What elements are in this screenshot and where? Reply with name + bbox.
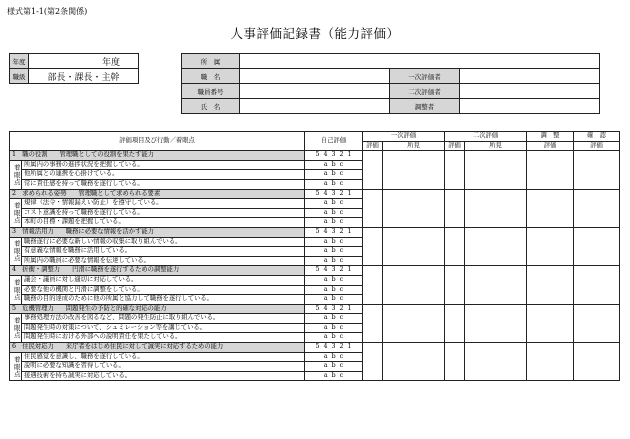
job-title-field[interactable]	[240, 69, 390, 84]
evaluation-table	[9, 131, 620, 381]
year-post-table	[9, 53, 139, 84]
self-abc-scale[interactable]: a b c	[305, 208, 363, 218]
first-evaluator-label: 一次評価者	[390, 69, 460, 84]
department-field[interactable]	[240, 54, 600, 69]
viewpoint-item: 職務遂行に必要な新しい情報の収集に取り組んでいる。	[22, 237, 305, 247]
name-field[interactable]	[240, 99, 390, 114]
header-self-eval: 自己評価	[305, 132, 363, 151]
header-first-eval: 一次評価	[363, 132, 445, 142]
self-abc-scale[interactable]: a b c	[305, 199, 363, 209]
section-heading: 4 折衝・調整力	[12, 266, 61, 274]
section-row	[10, 304, 620, 314]
self-abc-scale[interactable]: a b c	[305, 333, 363, 343]
second-eval-cell[interactable]	[445, 227, 465, 265]
employee-info-table	[181, 53, 600, 114]
first-opinion-cell[interactable]	[383, 304, 445, 342]
form-number: 様式第1-1(第2条関係)	[7, 7, 88, 16]
first-opinion-cell[interactable]	[383, 266, 445, 304]
section-title: 来庁者をはじめ住民に対して誠実に対応するための能力	[65, 343, 224, 351]
confirm-cell[interactable]	[574, 343, 620, 381]
self-score-scale[interactable]: 5 4 3 2 1	[305, 343, 363, 353]
sub-second-opinion: 所見	[465, 141, 527, 151]
employee-no-label: 職員番号	[182, 84, 240, 99]
section-row	[10, 227, 620, 237]
self-score-scale[interactable]: 5 4 3 2 1	[305, 189, 363, 199]
viewpoint-item: 説明に必要な知識を習得している。	[22, 362, 305, 372]
section-row	[10, 151, 620, 161]
second-evaluator-field[interactable]	[460, 84, 600, 99]
self-abc-scale[interactable]: a b c	[305, 323, 363, 333]
year-label: 年度	[10, 54, 29, 69]
first-eval-cell[interactable]	[363, 151, 383, 189]
self-abc-scale[interactable]: a b c	[305, 371, 363, 381]
second-eval-cell[interactable]	[445, 343, 465, 381]
self-abc-scale[interactable]: a b c	[305, 314, 363, 324]
section-row	[10, 343, 620, 353]
adjust-cell[interactable]	[527, 304, 574, 342]
second-eval-cell[interactable]	[445, 151, 465, 189]
viewpoint-label: 着眼点	[10, 160, 22, 189]
first-evaluator-field[interactable]	[460, 69, 600, 84]
confirm-cell[interactable]	[574, 151, 620, 189]
self-score-scale[interactable]: 5 4 3 2 1	[305, 227, 363, 237]
adjust-cell[interactable]	[527, 266, 574, 304]
viewpoint-item: 他所属との連携を心掛けている。	[22, 170, 305, 180]
second-opinion-cell[interactable]	[465, 304, 527, 342]
viewpoint-item: 常に責任感を持って職務を遂行している。	[22, 179, 305, 189]
page-title: 人事評価記録書（能力評価）	[230, 26, 400, 41]
section-heading: 2 求められる姿勢	[12, 189, 67, 197]
section-heading: 6 住民対応力	[12, 343, 54, 351]
viewpoint-label: 着眼点	[10, 352, 22, 381]
sub-first-eval: 評価	[363, 141, 383, 151]
self-abc-scale[interactable]: a b c	[305, 295, 363, 305]
self-score-scale[interactable]: 5 4 3 2 1	[305, 304, 363, 314]
evaluation-body	[10, 151, 620, 381]
self-abc-scale[interactable]: a b c	[305, 237, 363, 247]
viewpoint-label: 着眼点	[10, 275, 22, 304]
section-title: 管理職として求められる要素	[78, 189, 161, 197]
viewpoint-item: 所属内の事務の進捗状況を把握している。	[22, 160, 305, 170]
self-abc-scale[interactable]: a b c	[305, 218, 363, 228]
first-opinion-cell[interactable]	[383, 151, 445, 189]
first-eval-cell[interactable]	[363, 189, 383, 227]
second-eval-cell[interactable]	[445, 304, 465, 342]
header-adjust: 調 整	[527, 132, 574, 142]
self-abc-scale[interactable]: a b c	[305, 160, 363, 170]
year-value[interactable]: 年度	[29, 54, 139, 69]
sub-first-opinion: 所見	[383, 141, 445, 151]
header-item: 評価項目及び行動／着眼点	[10, 132, 305, 151]
adjuster-field[interactable]	[460, 99, 600, 114]
first-eval-cell[interactable]	[363, 266, 383, 304]
viewpoint-item: 問題発生時の対策について、シュミレーション等を講じている。	[22, 323, 305, 333]
second-opinion-cell[interactable]	[465, 227, 527, 265]
self-abc-scale[interactable]: a b c	[305, 362, 363, 372]
adjuster-label: 調整者	[390, 99, 460, 114]
job-title-label: 職 名	[182, 69, 240, 84]
section-title: 管理職としての役割を果たす能力	[59, 151, 154, 159]
viewpoint-item: 職務の目的達成のために他の所属と協力して職務を遂行している。	[22, 295, 305, 305]
post-value[interactable]: 部長・課長・主幹	[29, 69, 139, 84]
viewpoint-item: 議会・議員に対し適切に対応している。	[22, 275, 305, 285]
self-score-scale[interactable]: 5 4 3 2 1	[305, 151, 363, 161]
first-eval-cell[interactable]	[363, 304, 383, 342]
viewpoint-item: 住民感覚を意識し、職務を遂行している。	[22, 352, 305, 362]
confirm-cell[interactable]	[574, 227, 620, 265]
sub-confirm-eval: 評価	[574, 141, 620, 151]
second-eval-cell[interactable]	[445, 189, 465, 227]
second-eval-cell[interactable]	[445, 266, 465, 304]
viewpoint-item: 本町の目標・課題を把握している。	[22, 218, 305, 228]
sub-adjust-eval: 評価	[527, 141, 574, 151]
first-eval-cell[interactable]	[363, 343, 383, 381]
viewpoint-label: 着眼点	[10, 314, 22, 343]
viewpoint-item: 有意義な情報を職務に活用している。	[22, 247, 305, 257]
section-title: 職務に必要な情報を活かす能力	[65, 227, 154, 235]
adjust-cell[interactable]	[527, 343, 574, 381]
name-label: 氏 名	[182, 99, 240, 114]
second-opinion-cell[interactable]	[465, 343, 527, 381]
employee-no-field[interactable]	[240, 84, 390, 99]
viewpoint-item: コスト意識を持って職務を遂行している。	[22, 208, 305, 218]
first-eval-cell[interactable]	[363, 227, 383, 265]
sub-second-eval: 評価	[445, 141, 465, 151]
self-score-scale[interactable]: 5 4 3 2 1	[305, 266, 363, 276]
section-row	[10, 189, 620, 199]
department-label: 所 属	[182, 54, 240, 69]
self-abc-scale[interactable]: a b c	[305, 275, 363, 285]
adjust-cell[interactable]	[527, 151, 574, 189]
section-title: 円滑に職務を遂行するための調整能力	[72, 266, 180, 274]
first-opinion-cell[interactable]	[383, 343, 445, 381]
self-abc-scale[interactable]: a b c	[305, 256, 363, 266]
second-opinion-cell[interactable]	[465, 266, 527, 304]
section-heading: 1 職の役割	[12, 151, 48, 159]
viewpoint-item: 接遇技術を持ち誠実に対応している。	[22, 371, 305, 381]
viewpoint-label: 着眼点	[10, 199, 22, 228]
viewpoint-item: 問題発生時における外部への説明責任を果たしている。	[22, 333, 305, 343]
self-abc-scale[interactable]: a b c	[305, 179, 363, 189]
viewpoint-item: 規律（法令・情報漏えい防止）を遵守している。	[22, 199, 305, 209]
post-label: 職級	[10, 69, 29, 84]
second-opinion-cell[interactable]	[465, 189, 527, 227]
confirm-cell[interactable]	[574, 189, 620, 227]
viewpoint-item: 必要な他の機関と円滑に調整をしている。	[22, 285, 305, 295]
viewpoint-label: 着眼点	[10, 237, 22, 266]
confirm-cell[interactable]	[574, 266, 620, 304]
section-title: 問題発生の予防と的確な対応の能力	[65, 304, 167, 312]
section-row	[10, 266, 620, 276]
self-abc-scale[interactable]: a b c	[305, 247, 363, 257]
first-opinion-cell[interactable]	[383, 189, 445, 227]
adjust-cell[interactable]	[527, 227, 574, 265]
header-second-eval: 二次評価	[445, 132, 527, 142]
viewpoint-item: 事務処理方法の改善を図るなど、問題の発生防止に取り組んでいる。	[22, 314, 305, 324]
section-heading: 5 危機管理力	[12, 304, 54, 312]
section-heading: 3 情報活用力	[12, 227, 54, 235]
adjust-cell[interactable]	[527, 189, 574, 227]
header-confirm: 確 認	[574, 132, 620, 142]
second-evaluator-label: 二次評価者	[390, 84, 460, 99]
viewpoint-item: 所属内の職員に必要な情報を伝達している。	[22, 256, 305, 266]
self-abc-scale[interactable]: a b c	[305, 285, 363, 295]
first-opinion-cell[interactable]	[383, 227, 445, 265]
confirm-cell[interactable]	[574, 304, 620, 342]
self-abc-scale[interactable]: a b c	[305, 170, 363, 180]
self-abc-scale[interactable]: a b c	[305, 352, 363, 362]
second-opinion-cell[interactable]	[465, 151, 527, 189]
